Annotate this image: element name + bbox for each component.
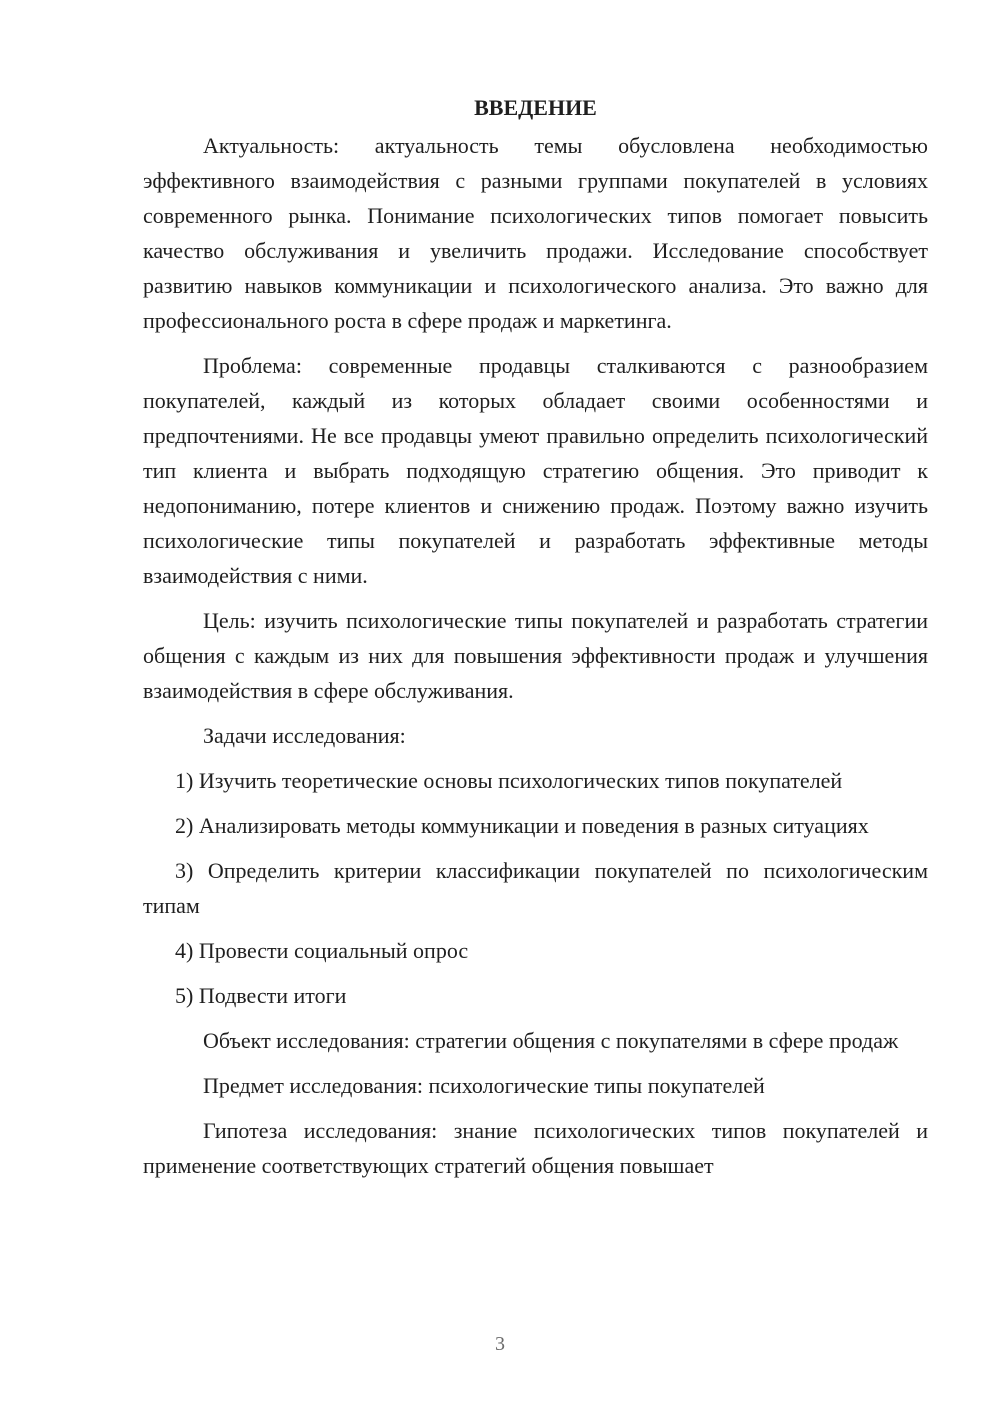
task-item: 1) Изучить теоретические основы психологических типов покупателей (175, 768, 843, 793)
tasks-heading: Задачи исследования: (203, 723, 406, 748)
task-item: 2) Анализировать методы коммуникации и поведения в разных ситуациях (175, 813, 869, 838)
subject-paragraph: Предмет исследования: психологические типы покупателей (203, 1073, 765, 1098)
section-title: ВВЕДЕНИЕ (474, 95, 597, 120)
goal-paragraph: Цель: изучить психологические типы покупателей и разработать стратегии общения с каждым из них для повышения эффективности продаж и улучшения взаимодействия в сфере обслуживания. (143, 608, 928, 703)
task-item: 5) Подвести итоги (175, 983, 347, 1008)
task-item: 3) Определить критерии классификации покупателей по психологическим типам (143, 858, 928, 918)
relevance-paragraph: Актуальность: актуальность темы обусловлена необходимостью эффективного взаимодействия с разными группами покупателей в условиях современного рынка. Понимание психологических типов помогает повысить качество обслуживания и увеличить продажи. Исследование способствует развитию навыков коммуникации и психологического анализа. Это важно для профессионального роста в сфере продаж и маркетинга. (143, 133, 928, 333)
task-item: 4) Провести социальный опрос (175, 938, 469, 963)
document-page (143, 90, 928, 1193)
page-number: 3 (495, 1333, 505, 1355)
problem-paragraph: Проблема: современные продавцы сталкиваются с разнообразием покупателей, каждый из которых обладает своими особенностями и предпочтениями. Не все продавцы умеют правильно определить психологический тип клиента и выбрать подходящую стратегию общения. Это приводит к недопониманию, потере клиентов и снижению продаж. Поэтому важно изучить психологические типы покупателей и разработать эффективные методы взаимодействия с ними. (143, 353, 928, 588)
tasks-list (143, 763, 928, 1013)
hypothesis-paragraph: Гипотеза исследования: знание психологических типов покупателей и применение соответствующих стратегий общения повышает (143, 1118, 928, 1178)
object-paragraph: Объект исследования: стратегии общения с покупателями в сфере продаж (203, 1028, 899, 1053)
